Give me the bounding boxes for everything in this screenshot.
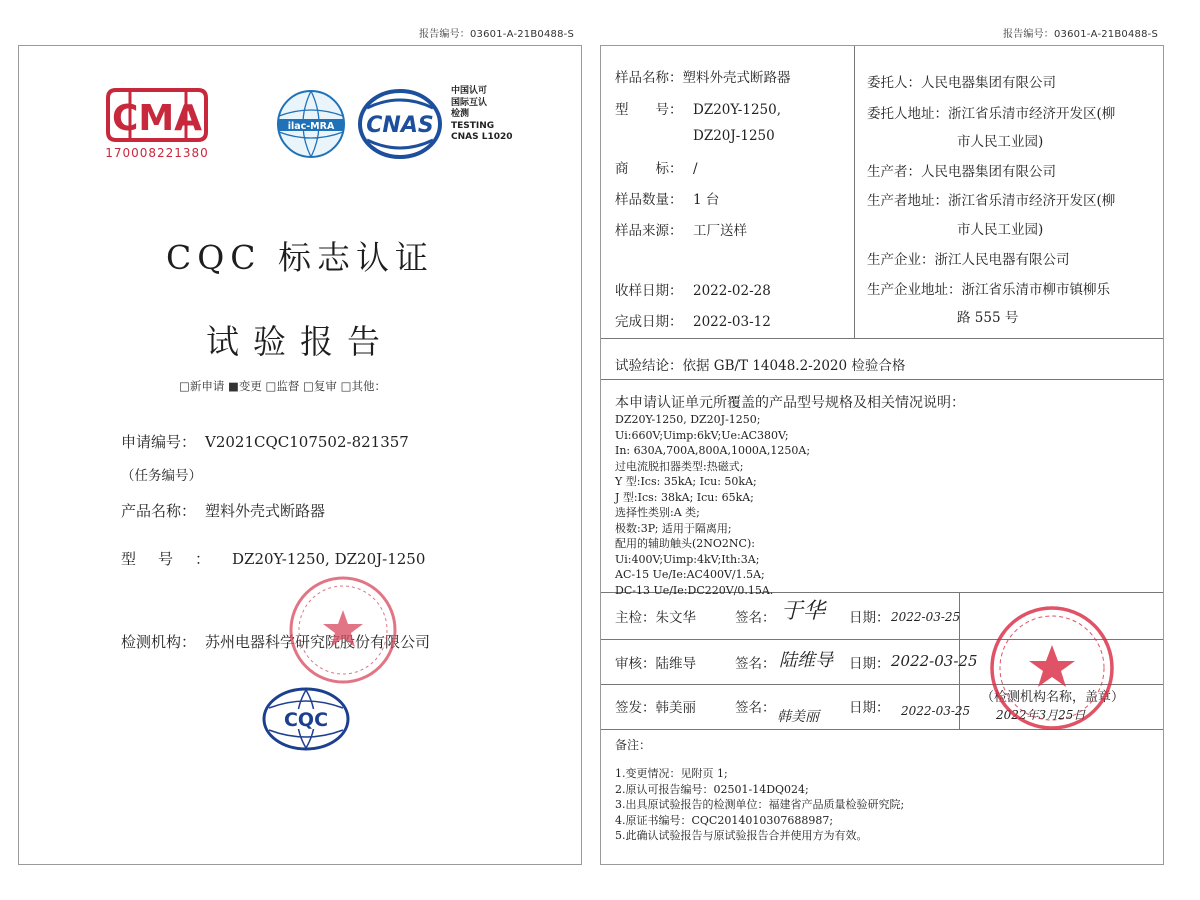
remarks-label: 备注： <box>615 738 652 752</box>
scope-line: Y 型:Ics: 35kA; Icu: 50kA; <box>615 475 757 488</box>
approver-date-label: 日期： <box>849 700 890 716</box>
cnas-logo-icon <box>357 86 443 162</box>
reviewer-name: 陆维导 <box>655 656 696 672</box>
remark-line: 4.原证书编号：CQC2014010307688987; <box>615 813 834 827</box>
sample-qty-value: 1 台 <box>693 192 720 208</box>
scope-line: 极数:3P; 适用于隔离用; <box>615 521 732 535</box>
inspector-date: 2022-03-25 <box>891 610 961 624</box>
seal-icon <box>987 603 1117 733</box>
testing-lab-label: 检测机构： <box>121 633 197 651</box>
testing-lab-value: 苏州电器科学研究院股份有限公司 <box>205 633 431 651</box>
sample-name-value: 塑料外壳式断路器 <box>682 70 791 86</box>
reviewer-date-label: 日期： <box>849 656 890 672</box>
cnas-accreditation-text <box>451 86 513 144</box>
cnas-line: 中国认可 <box>451 86 488 96</box>
manufacturer-address-value-2: 市人民工业园) <box>957 222 1044 238</box>
client-address-value-1: 浙江省乐清市经济开发区(柳 <box>948 106 1116 122</box>
product-name-label: 产品名称： <box>121 502 197 520</box>
factory-value: 浙江人民电器有限公司 <box>934 252 1070 268</box>
reviewer-sign-label: 签名： <box>735 656 776 672</box>
approver-date: 2022-03-25 <box>901 704 971 718</box>
reviewer-label: 审核： <box>615 656 656 672</box>
manufacturer-address-label: 生产者地址： <box>867 193 948 209</box>
remark-line: 1.变更情况：见附页 1; <box>615 767 728 780</box>
factory-address-value-1: 浙江省乐清市柳市镇柳乐 <box>961 282 1110 298</box>
scope-line: 过电流脱扣器类型:热磁式; <box>615 459 744 473</box>
finished-date-label: 完成日期： <box>615 314 683 330</box>
conclusion-label: 试验结论： <box>615 358 683 374</box>
cma-logo <box>102 84 212 168</box>
ilac-mra-logo <box>273 86 349 162</box>
model-label: 型 号： <box>615 102 683 118</box>
factory-label: 生产企业： <box>867 252 935 268</box>
remarks-list <box>615 766 904 844</box>
table-divider <box>601 338 1163 339</box>
scope-line: Ui:400V;Uimp:4kV;Ith:3A; <box>615 552 760 566</box>
manufacturer-value: 人民电器集团有限公司 <box>921 164 1056 180</box>
scope-title: 本申请认证单元所覆盖的产品型号规格及相关情况说明： <box>615 395 965 411</box>
approver-name: 韩美丽 <box>655 700 696 716</box>
model-value-2: DZ20J-1250 <box>693 128 775 144</box>
sample-qty-label: 样品数量： <box>615 192 683 208</box>
cqc-logo-text: CQC <box>283 709 329 731</box>
scope-line: DC-13 Ue/Ie:DC220V/0.15A. <box>615 583 774 597</box>
cnas-line: 检测 <box>451 109 470 119</box>
cover-title-line1: CQC 标志认证 <box>165 238 435 277</box>
cover-page <box>18 45 582 865</box>
client-address-label: 委托人地址： <box>867 106 948 122</box>
application-number-label: 申请编号： <box>121 433 197 451</box>
received-date-value: 2022-02-28 <box>693 283 771 299</box>
inspector-sign-label: 签名： <box>735 610 776 626</box>
manufacturer-address-value-1: 浙江省乐清市经济开发区(柳 <box>948 193 1116 209</box>
client-value: 人民电器集团有限公司 <box>921 75 1056 91</box>
application-type-checkboxes: □新申请 ■变更 □监督 □复审 □其他： <box>179 379 386 393</box>
remark-line: 3.出具原试验报告的检测单位：福建省产品质量检验研究院; <box>615 798 905 811</box>
cma-logo-text: CMA <box>111 98 203 139</box>
reviewer-signature: 陆维导 <box>779 650 833 671</box>
application-number-value: V2021CQC107502-821357 <box>205 433 409 451</box>
scope-line: 配用的辅助触头(2NO2NC): <box>615 537 755 550</box>
table-divider <box>601 379 1163 380</box>
brand-value: / <box>693 161 698 177</box>
finished-date-value: 2022-03-12 <box>693 314 771 330</box>
model-value: DZ20Y-1250, DZ20J-1250 <box>232 550 426 568</box>
scope-line: 选择性类别:A 类; <box>615 506 700 519</box>
manufacturer-label: 生产者： <box>867 164 921 180</box>
conclusion-value: 依据 GB/T 14048.2-2020 检验合格 <box>682 358 906 374</box>
sample-source-label: 样品来源： <box>615 223 683 239</box>
sample-source-value: 工厂送样 <box>693 223 747 239</box>
approver-signature: 韩美丽 <box>777 709 819 725</box>
right-report-number: 报告编号：03601-A-21B0488-S <box>1003 29 1159 40</box>
scope-line: Ui:660V;Uimp:6kV;Ue:AC380V; <box>615 428 789 442</box>
column-divider <box>854 46 855 338</box>
task-number-label: （任务编号） <box>121 468 202 484</box>
inspector-name: 朱文华 <box>655 610 696 626</box>
received-date-label: 收样日期： <box>615 283 683 299</box>
ilac-globe-icon <box>273 86 349 162</box>
client-label: 委托人： <box>867 75 921 91</box>
seal-caption: （检测机构名称，盖章） <box>981 690 1125 705</box>
factory-address-value-2: 路 555 号 <box>957 310 1019 326</box>
cma-logo-icon <box>102 84 212 146</box>
scope-line: DZ20Y-1250, DZ20J-1250; <box>615 413 761 426</box>
product-name-row <box>121 500 325 521</box>
cnas-line: TESTING <box>451 120 495 131</box>
inspector-signature: 于华 <box>781 599 826 624</box>
seal-icon <box>287 574 399 686</box>
scope-line: In: 630A,700A,800A,1000A,1250A; <box>615 444 811 457</box>
application-number-row <box>121 431 409 452</box>
remark-line: 2.原认可报告编号：02501-14DQ024; <box>615 782 809 796</box>
cnas-line: 国际互认 <box>451 97 488 108</box>
scope-list <box>615 412 810 598</box>
model-value-1: DZ20Y-1250, <box>693 102 782 118</box>
inspector-label: 主检： <box>615 610 656 626</box>
sample-name-label: 样品名称： <box>615 70 683 86</box>
cma-number: 170008221380 <box>105 146 209 160</box>
model-row <box>121 548 425 569</box>
scope-line: AC-15 Ue/Ie:AC400V/1.5A; <box>615 568 765 581</box>
model-label: 型号： <box>121 550 233 568</box>
cnas-logo-text: CNAS <box>366 113 434 138</box>
approver-label: 签发： <box>615 700 656 716</box>
inspector-date-label: 日期： <box>849 610 890 626</box>
scope-line: J 型:Ics: 38kA; Icu: 65kA; <box>615 490 754 504</box>
brand-label: 商 标： <box>615 161 683 177</box>
cqc-logo <box>261 686 351 752</box>
cnas-line: CNAS L1020 <box>451 132 513 142</box>
test-details-page <box>600 45 1164 865</box>
client-address-value-2: 市人民工业园) <box>957 134 1044 150</box>
cqc-logo-icon <box>261 686 351 752</box>
cover-title-line2: 试验报告 <box>206 322 394 361</box>
reviewer-date: 2022-03-25 <box>891 652 978 670</box>
seal-date: 2022年3月25日 <box>996 708 1086 722</box>
product-name-value: 塑料外壳式断路器 <box>205 502 326 520</box>
red-seal-stamp <box>987 603 1117 733</box>
factory-address-label: 生产企业地址： <box>867 282 962 298</box>
remark-line: 5.此确认试验报告与原试验报告合并使用方为有效。 <box>615 829 868 842</box>
ilac-logo-text: ilac-MRA <box>287 121 335 132</box>
left-report-number: 报告编号：03601-A-21B0488-S <box>419 29 575 40</box>
approver-sign-label: 签名： <box>735 700 776 716</box>
cnas-logo <box>357 86 443 162</box>
red-seal-stamp <box>287 574 399 686</box>
